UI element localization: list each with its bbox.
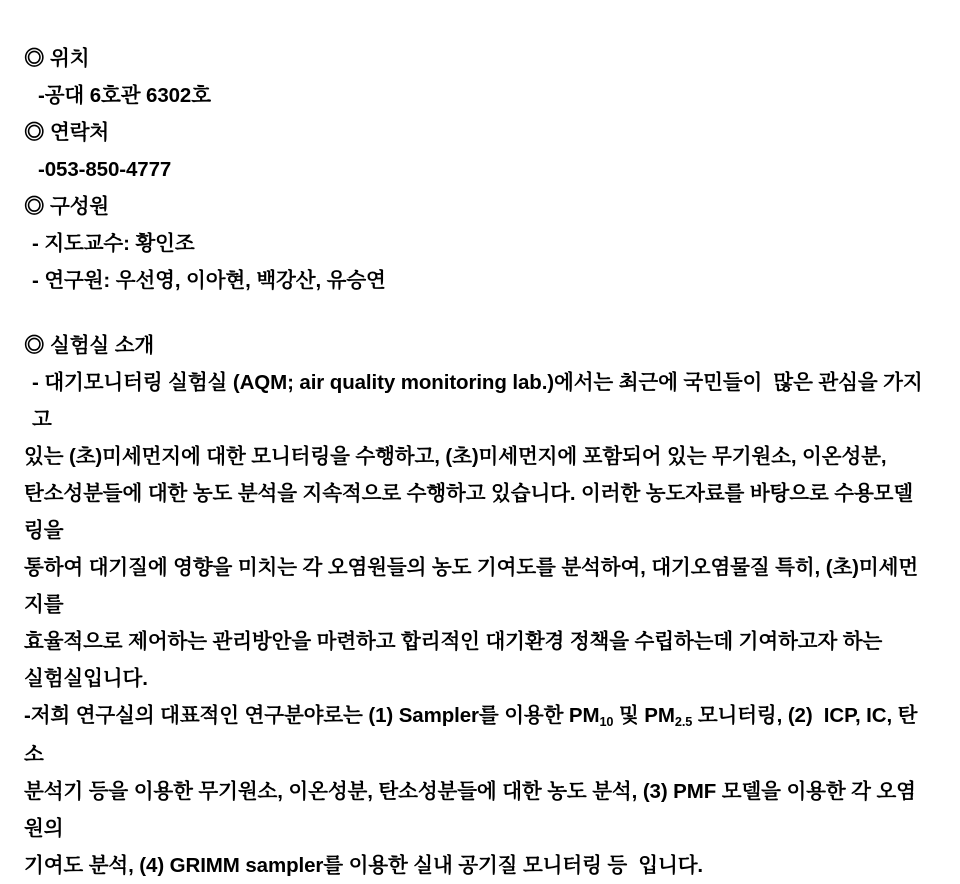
- lab-intro-line-2: 있는 (초)미세먼지에 대한 모니터링을 수행하고, (초)미세먼지에 포함되어 있는 무기원소, 이온성분,: [24, 445, 887, 468]
- research-fields-line-1-part-b: 및 PM: [613, 704, 675, 727]
- lab-intro-line-4: 통하여 대기질에 영향을 미치는 각 오염원들의 농도 기여도를 분석하여, 대기오염물질 특히, (초)미세먼지를: [24, 556, 919, 616]
- lab-intro-line-5: 효율적으로 제어하는 관리방안을 마련하고 합리적인 대기환경 정책을 수립하는데 기여하고자 하는: [24, 630, 883, 653]
- pm10-subscript: 10: [599, 713, 614, 729]
- section-body-location-line: -공대 6호관 6302호: [38, 84, 211, 107]
- section-heading-contact: ◎ 연락처: [24, 121, 110, 144]
- lab-intro-paragraph: [24, 364, 930, 697]
- section-heading-location: ◎ 위치: [24, 47, 90, 70]
- research-fields-line-3: 기여도 분석, (4) GRIMM sampler를 이용한 실내 공기질 모니터링 등 입니다.: [24, 854, 703, 877]
- pm25-subscript: 2.5: [674, 713, 693, 729]
- lab-intro-line-1: - 대기모니터링 실험실 (AQM; air quality monitoring lab.)에서는 최근에 국민들이 많은 관심을 가지고: [32, 371, 923, 431]
- research-fields-paragraph: [24, 697, 930, 884]
- research-fields-line-1-part-a: -저희 연구실의 대표적인 연구분야로는 (1) Sampler를 이용한 PM: [24, 704, 600, 727]
- lab-intro-line-3: 탄소성분들에 대한 농도 분석을 지속적으로 수행하고 있습니다. 이러한 농도자료를 바탕으로 수용모델링을: [24, 482, 914, 542]
- section-body-contact-line: -053-850-4777: [38, 158, 172, 181]
- section-body-members-researchers: - 연구원: 우선영, 이아현, 백강산, 유승연: [32, 269, 386, 292]
- section-heading-lab-intro: ◎ 실험실 소개: [24, 334, 155, 357]
- section-body-members-advisor: - 지도교수: 황인조: [32, 232, 195, 255]
- section-heading-members: ◎ 구성원: [24, 195, 110, 218]
- research-fields-line-2: 분석기 등을 이용한 무기원소, 이온성분, 탄소성분들에 대한 농도 분석, (3) PMF 모델을 이용한 각 오염원의: [24, 780, 916, 840]
- section-spacer: [24, 299, 930, 327]
- research-fields-line-1-part-c: 모니터링, (2) ICP, IC, 탄소: [24, 704, 918, 766]
- lab-intro-line-6: 실험실입니다.: [24, 667, 148, 690]
- research-fields-line-1: [24, 697, 930, 773]
